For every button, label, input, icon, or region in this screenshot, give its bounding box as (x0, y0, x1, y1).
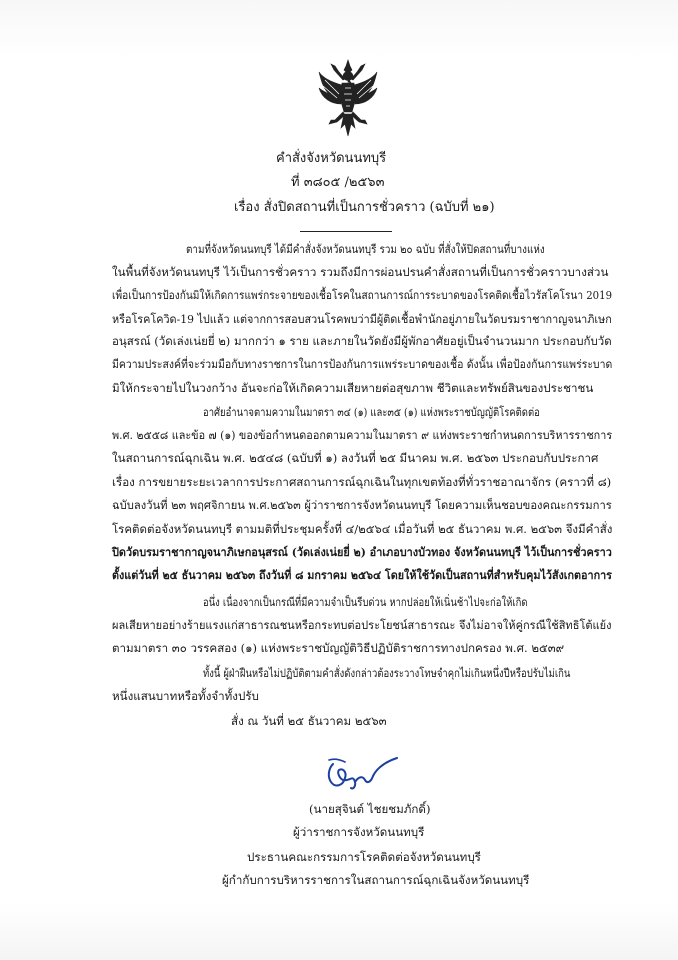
body-line-bold: ปิดวัดบรมราชากาญจนาภิเษกอนุสรณ์ (วัดเล่งเน่ยยี่ ๒) อำเภอบางบัวทอง จังหวัดนนทบุรี ไว้เป็นการชั่วคราว (112, 545, 612, 559)
body-line: เรื่อง การขยายระยะเวลาการประกาศสถานการณ์ฉุกเฉินในทุกเขตท้องที่ทั่วราชอาณาจักร (คราวที่ ๘) (112, 475, 612, 489)
body-line: ผลเสียหายอย่างร้ายแรงแก่สาธารณชนหรือกระทบต่อประโยชน์สาธารณะ จึงไม่อาจให้คู่กรณีใช้สิทธิโต้แย้ง (112, 618, 612, 632)
signer-position: ผู้กำกับการบริหารราชการในสถานการณ์ฉุกเฉินจังหวัดนนทบุรี (222, 873, 530, 887)
body-line: มิให้กระจายไปในวงกว้าง อันจะก่อให้เกิดความเสียหายต่อสุขภาพ ชีวิตและทรัพย์สินของประชาชน (112, 381, 594, 395)
garuda-emblem-icon (317, 58, 379, 140)
signer-name: (นายสุจินต์ ไชยชมภักดิ์) (309, 802, 431, 816)
body-line: ทั้งนี้ ผู้ฝ่าฝืนหรือไม่ปฏิบัติตามคำสั่งดังกล่าวต้องระวางโทษจำคุกไม่เกินหนึ่งปีหรือปรับไม่เกิน (203, 666, 571, 680)
order-subject: เรื่อง สั่งปิดสถานที่เป็นการชั่วคราว (ฉบับที่ ๒๑) (234, 200, 495, 215)
body-line: ในสถานการณ์ฉุกเฉิน พ.ศ. ๒๕๔๘ (ฉบับที่ ๑) ลงวันที่ ๒๕ มีนาคม พ.ศ. ๒๕๖๓ ประกอบกับประกาศ (112, 451, 599, 465)
body-line: พ.ศ. ๒๕๕๘ และข้อ ๗ (๑) ของข้อกำหนดออกตามความในมาตรา ๙ แห่งพระราชกำหนดการบริหารราชการ (112, 428, 613, 442)
body-line: อนุสรณ์ (วัดเล่งเน่ยยี่ ๒) มากกว่า ๑ ราย และภายในวัดยังมีผู้พักอาศัยอยู่เป็นจำนวนมาก ประกอบกับวัด (112, 334, 612, 348)
body-line: อาศัยอำนาจตามความในมาตรา ๓๔ (๑) และ๓๕ (๑) แห่งพระราชบัญญัติโรคติดต่อ (203, 405, 540, 419)
body-line: ตามที่จังหวัดนนทบุรี ได้มีคำสั่งจังหวัดนนทบุรี รวม ๒๐ ฉบับ ที่สั่งให้ปิดสถานที่บางแห่ง (186, 242, 545, 256)
signing-date: สั่ง ณ วันที่ ๒๕ ธันวาคม ๒๕๖๓ (231, 714, 387, 728)
body-line: มีความประสงค์ที่จะร่วมมือกับทางราชการในการป้องกันการแพร่ระบาดของเชื้อ ดังนั้น เพื่อป้องกันการแพร่ระบาด (112, 357, 613, 371)
header-divider (300, 231, 392, 232)
body-line: หนึ่งแสนบาทหรือทั้งจำทั้งปรับ (112, 689, 259, 703)
order-number: ที่ ๓๘๐๕ /๒๕๖๓ (291, 175, 385, 190)
signer-position: ประธานคณะกรรมการโรคติดต่อจังหวัดนนทบุรี (247, 850, 481, 864)
body-line: หรือโรคโควิด-19 ไปแล้ว แต่จากการสอบสวนโรคพบว่ามีผู้ติดเชื้อพำนักอยู่ภายในวัดบรมราชากาญจนาภิเษก (112, 312, 612, 326)
body-line: ในพื้นที่จังหวัดนนทบุรี ไว้เป็นการชั่วคราว รวมถึงมีการผ่อนปรนคำสั่งสถานที่เป็นการชั่วคราวบางส่วน (112, 265, 609, 279)
body-line: อนึ่ง เนื่องจากเป็นกรณีที่มีความจำเป็นรีบด่วน หากปล่อยให้เนิ่นช้าไปจะก่อให้เกิด (203, 595, 528, 609)
body-line-bold: ตั้งแต่วันที่ ๒๕ ธันวาคม ๒๕๖๓ ถึงวันที่ ๘ มกราคม ๒๕๖๔ โดยให้ใช้วัดเป็นสถานที่สำหรับคุมไว้สังเกตอาการ (112, 568, 612, 582)
body-line: ตามมาตรา ๓๐ วรรคสอง (๑) แห่งพระราชบัญญัติวิธีปฏิบัติราชการทางปกครอง พ.ศ. ๒๕๓๙ (112, 641, 565, 655)
body-line: ฉบับลงวันที่ ๒๓ พฤศจิกายน พ.ศ.๒๕๖๓ ผู้ว่าราชการจังหวัดนนทบุรี โดยความเห็นชอบของคณะกรรมการ (112, 498, 612, 512)
body-line: โรคติดต่อจังหวัดนนทบุรี ตามมติที่ประชุมครั้งที่ ๔/๒๕๖๔ เมื่อวันที่ ๒๕ ธันวาคม พ.ศ. ๒๕๖๓ จึงมีคำสั่ง (112, 522, 613, 536)
signer-position: ผู้ว่าราชการจังหวัดนนทบุรี (293, 825, 425, 839)
signature-image (325, 752, 405, 802)
body-line: เพื่อเป็นการป้องกันมิให้เกิดการแพร่กระจายของเชื้อโรคในสถานการณ์การระบาดของโรคติดเชื้อไวรัสโคโรนา 2019 (112, 288, 613, 302)
order-title: คำสั่งจังหวัดนนทบุรี (276, 151, 387, 166)
